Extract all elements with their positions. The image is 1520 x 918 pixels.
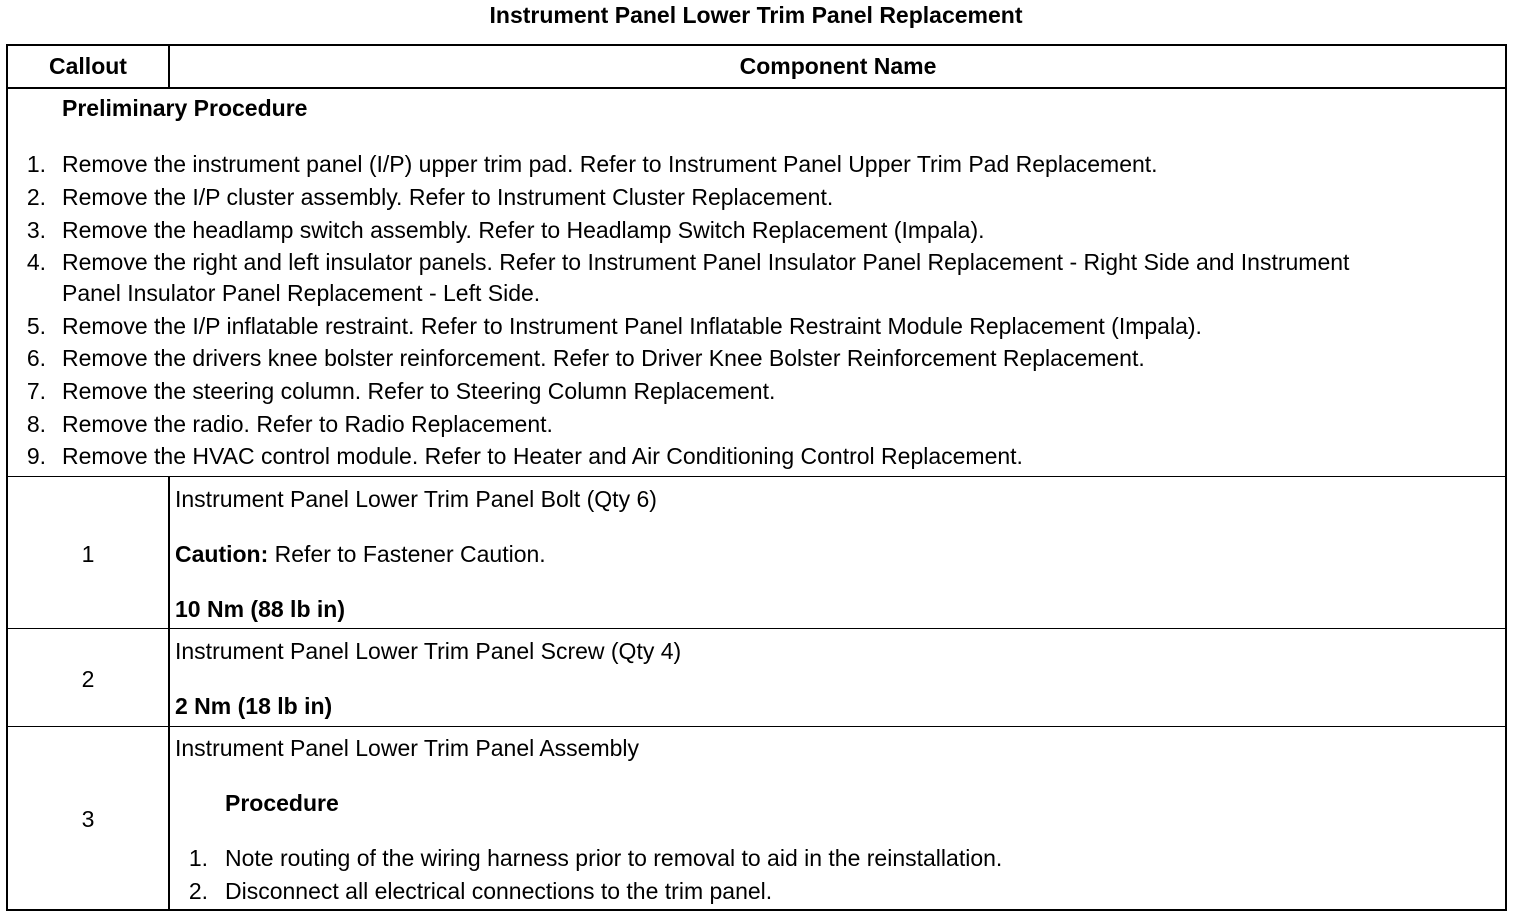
callout-number: 3 xyxy=(81,806,95,832)
callout-number: 2 xyxy=(81,666,95,692)
step-text: Remove the I/P inflatable restraint. Refer to Instrument Panel Inflatable Restraint Module Replacement (Impala). xyxy=(62,313,1202,339)
row-divider xyxy=(7,476,1506,477)
step-text: Remove the headlamp switch assembly. Refer to Headlamp Switch Replacement (Impala). xyxy=(62,217,985,243)
preliminary-heading: Preliminary Procedure xyxy=(62,95,308,121)
step-text: Remove the HVAC control module. Refer to Heater and Air Conditioning Control Replacement. xyxy=(62,443,1023,469)
torque-spec: 2 Nm (18 lb in) xyxy=(175,693,333,719)
step-number: 4. xyxy=(26,249,46,275)
step-text: Remove the steering column. Refer to Steering Column Replacement. xyxy=(62,378,776,404)
step-number: 8. xyxy=(26,411,46,437)
step-number: 1. xyxy=(26,151,46,177)
callout-number: 1 xyxy=(81,541,95,567)
caution-text: Refer to Fastener Caution. xyxy=(268,541,546,567)
caution-label: Caution: xyxy=(175,541,269,567)
step-text: Remove the radio. Refer to Radio Replacement. xyxy=(62,411,553,437)
row-divider xyxy=(7,628,1506,629)
header-divider xyxy=(7,87,1506,89)
step-text-continued: Panel Insulator Panel Replacement - Left Side. xyxy=(62,280,541,306)
column-divider xyxy=(168,476,170,910)
step-text: Remove the drivers knee bolster reinforcement. Refer to Driver Knee Bolster Reinforcement Replacement. xyxy=(62,345,1145,371)
step-number: 5. xyxy=(26,313,46,339)
component-name: Instrument Panel Lower Trim Panel Screw (Qty 4) xyxy=(175,638,682,664)
torque-spec: 10 Nm (88 lb in) xyxy=(175,596,345,622)
step-number: 2. xyxy=(188,878,208,904)
step-text: Note routing of the wiring harness prior to removal to aid in the reinstallation. xyxy=(225,845,1003,871)
header-component-name: Component Name xyxy=(739,53,937,79)
step-number: 3. xyxy=(26,217,46,243)
step-number: 2. xyxy=(26,184,46,210)
row-divider xyxy=(7,726,1506,727)
header-callout: Callout xyxy=(49,53,127,79)
component-name: Instrument Panel Lower Trim Panel Assembly xyxy=(175,735,640,761)
component-name: Instrument Panel Lower Trim Panel Bolt (Qty 6) xyxy=(175,486,657,512)
step-text: Remove the right and left insulator panels. Refer to Instrument Panel Insulator Panel Replacement - Right Side and Instrument xyxy=(62,249,1350,275)
step-number: 7. xyxy=(26,378,46,404)
document-title: Instrument Panel Lower Trim Panel Replacement xyxy=(489,2,1023,28)
step-number: 6. xyxy=(26,345,46,371)
step-text: Remove the instrument panel (I/P) upper trim pad. Refer to Instrument Panel Upper Trim Pad Replacement. xyxy=(62,151,1158,177)
caution-line xyxy=(175,540,546,568)
step-number: 9. xyxy=(26,443,46,469)
procedure-heading: Procedure xyxy=(225,790,339,816)
step-text: Disconnect all electrical connections to the trim panel. xyxy=(225,878,773,904)
step-number: 1. xyxy=(188,845,208,871)
step-text: Remove the I/P cluster assembly. Refer to Instrument Cluster Replacement. xyxy=(62,184,834,210)
